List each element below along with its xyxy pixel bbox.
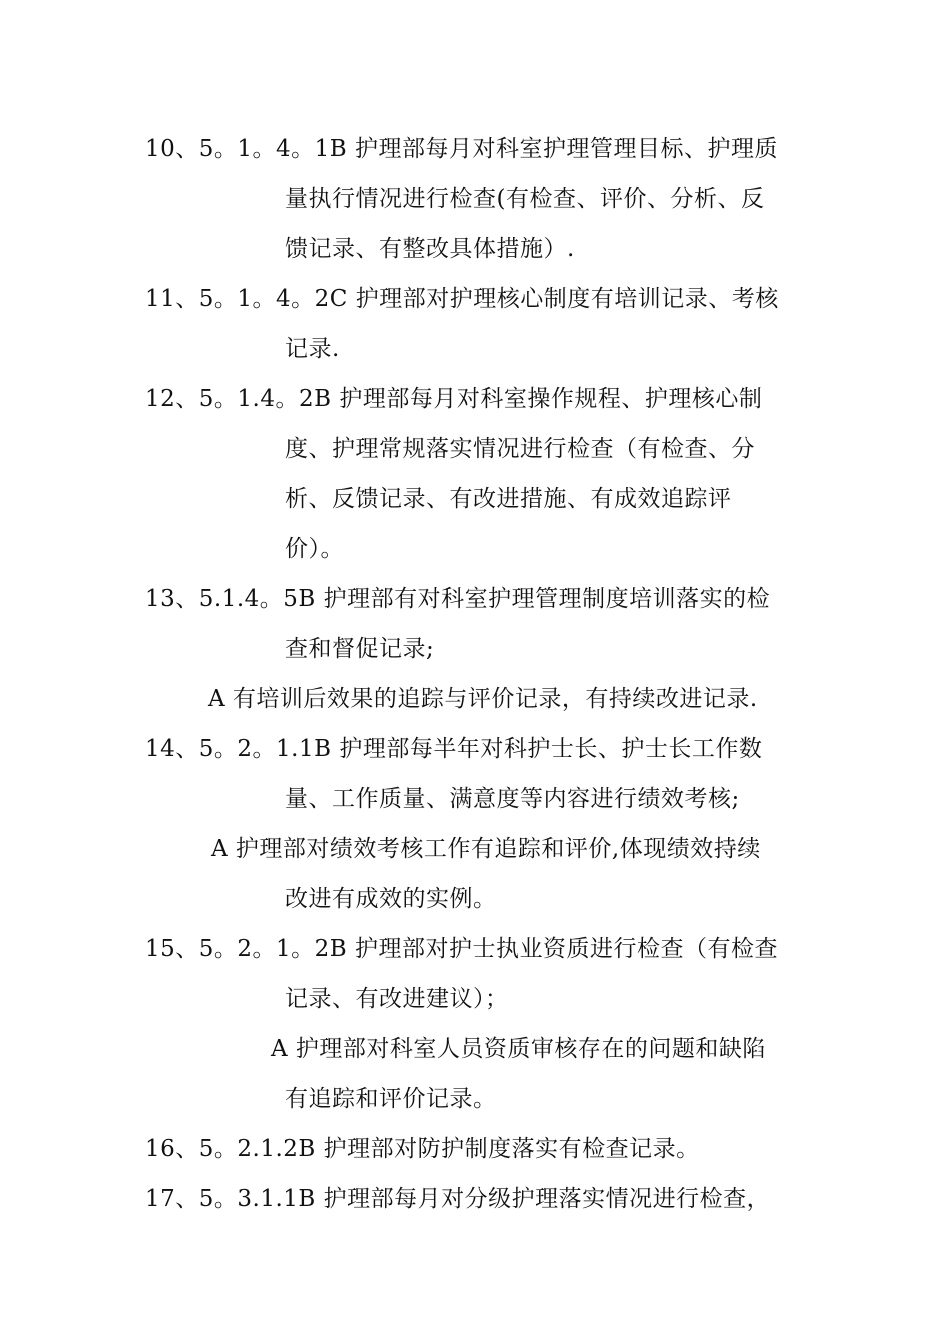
item-10-line-3: 馈记录、有整改具体措施）. bbox=[285, 236, 575, 262]
item-13-level-a: A 有培训后效果的追踪与评价记录，有持续改进记录. bbox=[208, 686, 758, 712]
item-13-line-2: 查和督促记录; bbox=[285, 636, 435, 662]
item-13-line-1: 13、5.1.4。5B 护理部有对科室护理管理制度培训落实的检 bbox=[145, 586, 771, 612]
item-15-line-2: 记录、有改进建议）； bbox=[285, 986, 509, 1012]
item-14-level-a: A 护理部对绩效考核工作有追踪和评价,体现绩效持续 bbox=[211, 836, 761, 862]
item-15-line-4: 有追踪和评价记录。 bbox=[285, 1086, 497, 1112]
item-12-line-4: 价）。 bbox=[285, 536, 344, 562]
item-11-line-1: 11、5。1。4。2C 护理部对护理核心制度有培训记录、考核 bbox=[145, 286, 779, 312]
item-14-line-4: 改进有成效的实例。 bbox=[285, 886, 497, 912]
item-12-line-3: 析、反馈记录、有改进措施、有成效追踪评 bbox=[285, 486, 732, 512]
item-14-line-1: 14、5。2。1.1B 护理部每半年对科护士长、护士长工作数 bbox=[145, 736, 763, 762]
item-12-line-2: 度、护理常规落实情况进行检查（有检查、分 bbox=[285, 436, 755, 462]
item-15-level-a: A 护理部对科室人员资质审核存在的问题和缺陷 bbox=[271, 1036, 766, 1062]
item-10-line-1: 10、5。1。4。1B 护理部每月对科室护理管理目标、护理质 bbox=[145, 136, 779, 162]
item-14-line-2: 量、工作质量、满意度等内容进行绩效考核; bbox=[285, 786, 740, 812]
item-11-line-2: 记录. bbox=[285, 336, 340, 362]
item-17-line-1: 17、5。3.1.1B 护理部每月对分级护理落实情况进行检查， bbox=[145, 1186, 771, 1212]
item-12-line-1: 12、5。1.4。2B 护理部每月对科室操作规程、护理核心制 bbox=[145, 386, 763, 412]
item-16-line-1: 16、5。2.1.2B 护理部对防护制度落实有检查记录。 bbox=[145, 1136, 700, 1162]
item-15-line-1: 15、5。2。1。2B 护理部对护士执业资质进行检查（有检查 bbox=[145, 936, 779, 962]
item-10-line-2: 量执行情况进行检查(有检查、评价、分析、反 bbox=[285, 186, 765, 212]
